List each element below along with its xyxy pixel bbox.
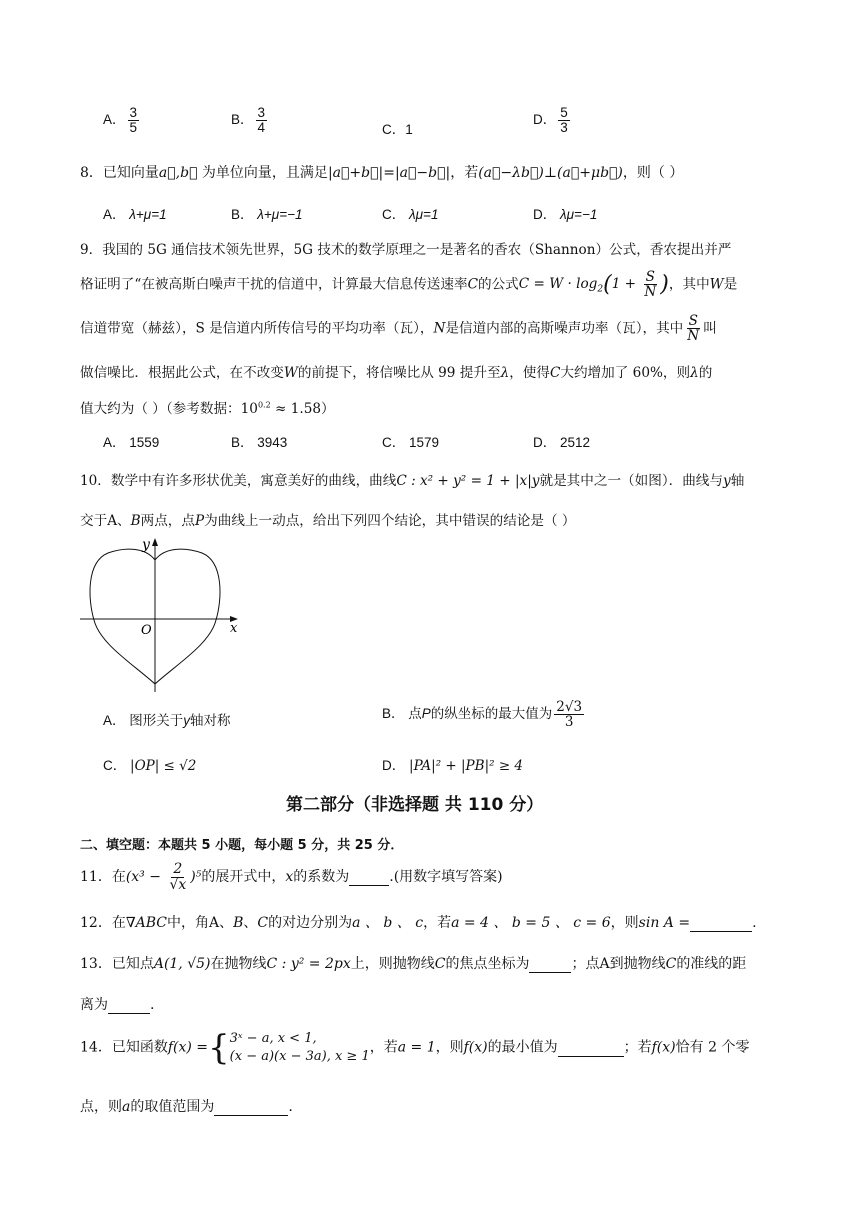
q14-line-2: 点，则a的取值范围为 . bbox=[80, 1099, 293, 1115]
q12-answer-blank[interactable] bbox=[690, 915, 752, 932]
q7-option-d: D． $\frac{5}{3}$ bbox=[533, 105, 568, 136]
q14-min-answer-blank[interactable] bbox=[558, 1040, 624, 1057]
origin-label: O bbox=[141, 623, 152, 638]
q9-option-d: D． 2512 bbox=[533, 435, 591, 450]
q7-option-a: A． $\frac{3}{5}$ bbox=[103, 105, 138, 136]
q11-answer-blank[interactable] bbox=[349, 869, 389, 886]
q12-line: 12．在∇ABC中，角A、B、C的对边分别为a 、 b 、 c，若a = 4 、 b = 5 、 c = 6，则sin A = . bbox=[80, 915, 757, 931]
q8-option-b: B． λ+μ=−1 bbox=[231, 207, 303, 222]
q13-line-1: 13．已知点A(1, √5)在抛物线C : y² = 2px上，则抛物线C的焦点坐标为 ；点A到抛物线C的准线的距 bbox=[80, 956, 747, 972]
q9-line-3: 信道带宽（赫兹），S 是信道内所传信号的平均功率（瓦），N是信道内部的高斯噪声功率（瓦），其中 $\frac{S}{N}$ 叫 bbox=[80, 313, 717, 345]
q13-focus-answer-blank[interactable] bbox=[529, 956, 571, 973]
q11-line: 11．在(x³ − $\frac{2}{√x}$ )⁵的展开式中，x的系数为 .(用数字填写答案) bbox=[80, 861, 503, 893]
q7-option-c: C．1 bbox=[382, 122, 413, 137]
q13-line-2: 离为 . bbox=[80, 997, 155, 1013]
fill-in-section-title: 二、填空题：本题共 5 小题，每小题 5 分，共 25 分． bbox=[80, 838, 404, 853]
q14-line-1: 14．已知函数f(x) = { 3ˣ − a, x < 1, (x − a)(x − 3a), x ≥ 1 ，若a = 1，则f(x)的最小值为 ；若f(x)恰有 2 个零 bbox=[80, 1027, 750, 1068]
shannon-formula: $C = W \cdot \log_2(1$ + $\frac{S}{N}$ ) bbox=[518, 269, 669, 301]
q9-option-c: C． 1579 bbox=[382, 435, 440, 450]
piecewise-function: { 3ˣ − a, x < 1, (x − a)(x − 3a), x ≥ 1 bbox=[208, 1027, 370, 1068]
y-axis-arrow bbox=[152, 538, 158, 546]
q10-option-c: C． |OP| ≤ √2 bbox=[103, 758, 197, 774]
q7-option-b: B． $\frac{3}{4}$ bbox=[231, 105, 266, 136]
q8-option-a: A． λ+μ=1 bbox=[103, 207, 167, 222]
q7-option-a-fraction: $\frac{3}{5}$ bbox=[129, 105, 138, 136]
q7-option-d-fraction: $\frac{5}{3}$ bbox=[560, 105, 568, 136]
y-axis-label: y bbox=[142, 537, 150, 553]
q13-distance-answer-blank[interactable] bbox=[108, 997, 150, 1014]
q9-option-a: A． 1559 bbox=[103, 435, 160, 450]
part-two-heading: 第二部分（非选择题 共 110 分） bbox=[286, 795, 544, 815]
heart-curve-graph bbox=[78, 532, 248, 697]
q10-option-d: D． |PA|² + |PB|² ≥ 4 bbox=[382, 758, 524, 774]
q9-line-4: 做信噪比．根据此公式，在不改变W的前提下，将信噪比从 99 提升至λ，使得C大约增加了 60%，则λ的 bbox=[80, 365, 713, 381]
x-axis-label: x bbox=[230, 621, 238, 636]
q14-range-answer-blank[interactable] bbox=[214, 1099, 288, 1116]
q9-option-b: B． 3943 bbox=[231, 435, 288, 450]
q10-option-a: A． 图形关于y轴对称 bbox=[103, 713, 231, 728]
q8-option-c: C． λμ=1 bbox=[382, 207, 439, 222]
q9-line-5: 值大约为（ ）（参考数据：$10^{0.2} \approx 1.58$） bbox=[80, 400, 335, 417]
q10-line-1: 10．数学中有许多形状优美，寓意美好的曲线，曲线C : x² + y² = 1 + |x|y就是其中之一（如图）．曲线与y轴 bbox=[80, 473, 745, 489]
q7-option-b-fraction: $\frac{3}{4}$ bbox=[257, 105, 266, 136]
q9-line-2: 格证明了“在被高斯白噪声干扰的信道中，计算最大信息传送速率C的公式$C = W \cdot \log_2(1$ + $\frac{S}{N}$ )，其中W是 bbox=[80, 269, 738, 301]
q9-line-1: 9．我国的 5G 通信技术领先世界，5G 技术的数学原理之一是著名的香农（Shannon）公式，香农提出并严 bbox=[80, 242, 732, 258]
q10-option-b: B． 点P的纵坐标的最大值为 $\frac{2√3}{3}$ bbox=[382, 699, 583, 731]
q8-stem: 8．已知向量a⃗,b⃗ 为单位向量，且满足|a⃗+b⃗|=|a⃗−b⃗|，若(a⃗−λb⃗)⊥(a⃗+μb⃗)，则（ ） bbox=[80, 165, 684, 181]
q10-line-2: 交于A、B两点，点P为曲线上一动点，给出下列四个结论，其中错误的结论是（ ） bbox=[80, 513, 576, 529]
q8-option-d: D． λμ=−1 bbox=[533, 207, 598, 222]
